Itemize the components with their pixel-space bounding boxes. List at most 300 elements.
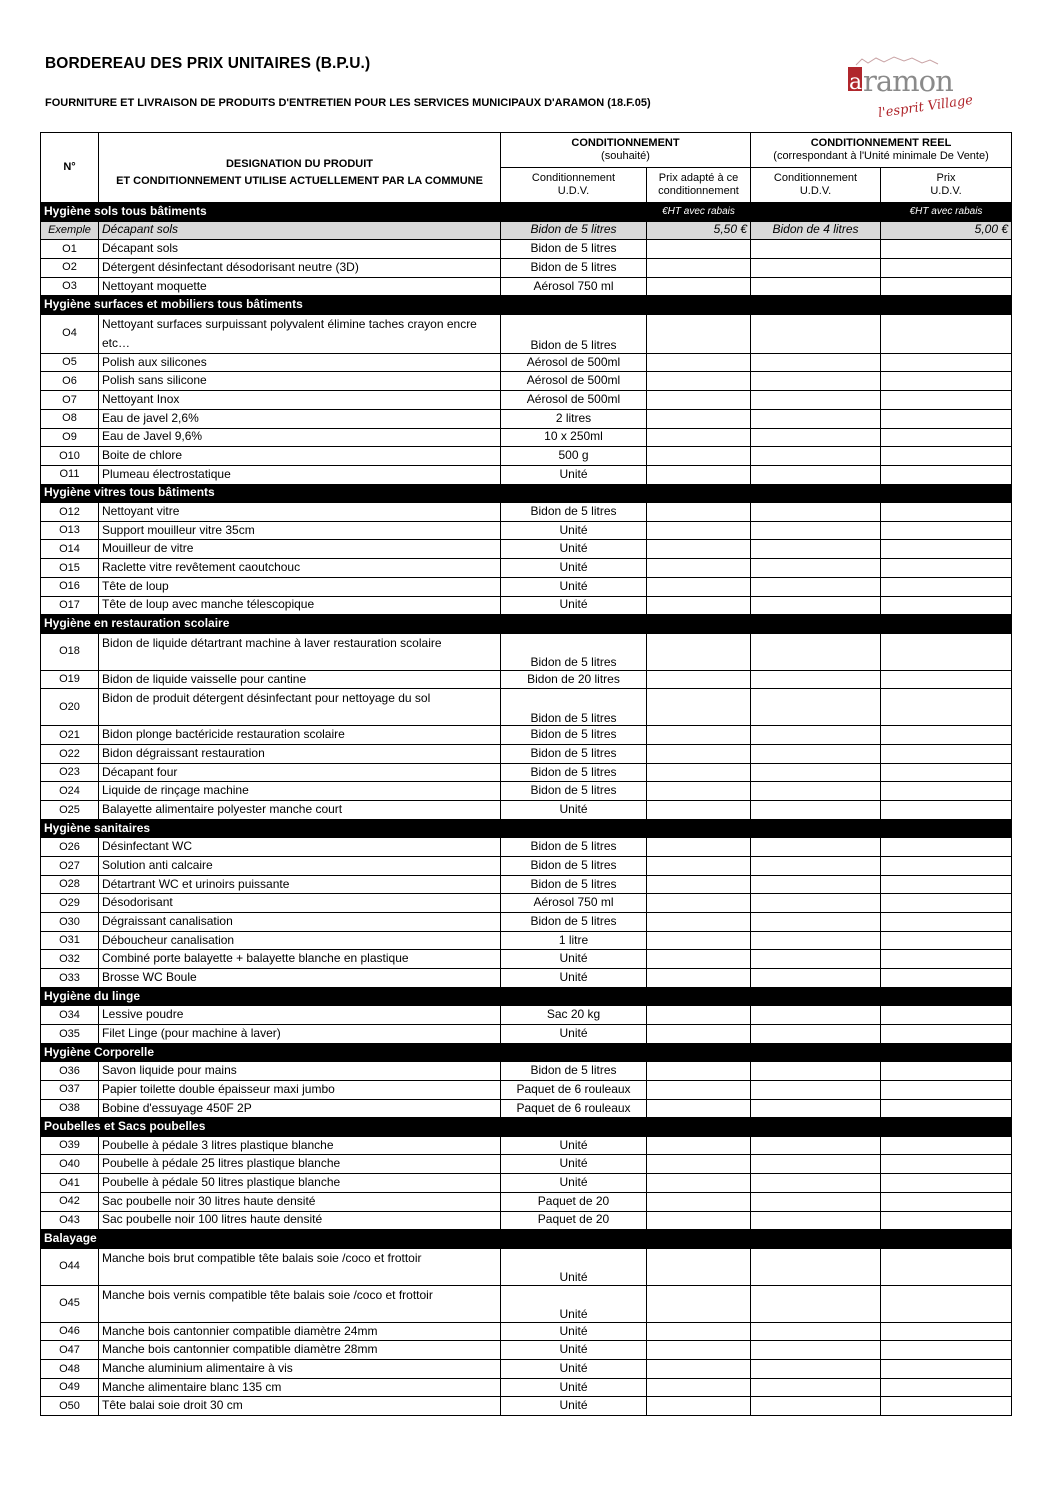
row-number: O32 — [41, 950, 99, 969]
row-price-input[interactable] — [647, 521, 751, 540]
table-row — [41, 801, 1012, 820]
row-price-input[interactable] — [647, 726, 751, 745]
row-real-price-input[interactable] — [881, 1174, 1012, 1193]
row-real-conditionnement-input[interactable] — [751, 1360, 881, 1379]
row-real-conditionnement-input[interactable] — [751, 447, 881, 466]
svg-text:a: a — [849, 70, 863, 95]
row-real-conditionnement-input[interactable] — [751, 1006, 881, 1025]
section-title: Hygiène du linge — [41, 987, 1012, 1006]
row-number: O14 — [41, 540, 99, 559]
row-real-price-input[interactable] — [881, 801, 1012, 820]
row-real-price-input[interactable] — [881, 447, 1012, 466]
row-real-price-input[interactable] — [881, 726, 1012, 745]
table-row — [41, 1099, 1012, 1118]
table-row — [41, 540, 1012, 559]
row-price-input[interactable] — [647, 447, 751, 466]
row-price-input[interactable] — [647, 689, 751, 726]
row-price-input[interactable] — [647, 950, 751, 969]
row-price-input[interactable] — [647, 801, 751, 820]
row-real-price-input[interactable] — [881, 559, 1012, 578]
section-header — [41, 203, 1012, 222]
row-conditionnement: Unité — [501, 1248, 647, 1285]
row-real-conditionnement-input[interactable] — [751, 726, 881, 745]
row-designation: Poubelle à pédale 25 litres plastique blanche — [99, 1155, 501, 1174]
row-number: O42 — [41, 1192, 99, 1211]
row-number: O4 — [41, 314, 99, 353]
row-price-input[interactable] — [647, 838, 751, 857]
row-real-price-input[interactable] — [881, 353, 1012, 372]
table-row — [41, 503, 1012, 522]
row-real-price-input[interactable] — [881, 1397, 1012, 1416]
example-row — [41, 221, 1012, 240]
row-price-input[interactable] — [647, 931, 751, 950]
row-number: O18 — [41, 633, 99, 670]
row-conditionnement: Bidon de 20 litres — [501, 670, 647, 689]
header-real-line1: CONDITIONNEMENT REEL — [810, 137, 952, 150]
row-real-conditionnement-input[interactable] — [751, 689, 881, 726]
row-real-price-input[interactable] — [881, 838, 1012, 857]
row-designation: Manche alimentaire blanc 135 cm — [99, 1378, 501, 1397]
row-conditionnement: Sac 20 kg — [501, 1006, 647, 1025]
row-price-input[interactable] — [647, 1360, 751, 1379]
row-real-price-input[interactable] — [881, 503, 1012, 522]
row-price-input[interactable] — [647, 1155, 751, 1174]
row-number: O33 — [41, 969, 99, 988]
row-price-input[interactable] — [647, 428, 751, 447]
table-row — [41, 353, 1012, 372]
table-row — [41, 838, 1012, 857]
row-real-price-input[interactable] — [881, 391, 1012, 410]
row-real-conditionnement-input[interactable] — [751, 409, 881, 428]
row-real-price-input[interactable] — [881, 875, 1012, 894]
table-row — [41, 577, 1012, 596]
row-real-price-input[interactable] — [881, 931, 1012, 950]
row-designation: Manche bois brut compatible tête balais soie /coco et frottoir — [99, 1248, 501, 1285]
row-real-conditionnement-input[interactable] — [751, 931, 881, 950]
row-real-conditionnement-input[interactable] — [751, 1062, 881, 1081]
header-sub-price-l1: Prix adapté à ce — [658, 172, 739, 185]
row-conditionnement: Aérosol 750 ml — [501, 277, 647, 296]
row-conditionnement: Unité — [501, 1155, 647, 1174]
table-row — [41, 1248, 1012, 1285]
row-number: O24 — [41, 782, 99, 801]
row-real-price-input[interactable] — [881, 428, 1012, 447]
row-number: O27 — [41, 857, 99, 876]
row-price-input[interactable] — [647, 559, 751, 578]
row-designation: Bidon dégraissant restauration — [99, 745, 501, 764]
row-real-conditionnement-input[interactable] — [751, 1080, 881, 1099]
table-row — [41, 931, 1012, 950]
row-number: O9 — [41, 428, 99, 447]
row-conditionnement: Bidon de 5 litres — [501, 913, 647, 932]
row-conditionnement: Aérosol de 500ml — [501, 353, 647, 372]
row-number: O26 — [41, 838, 99, 857]
page-subtitle: FOURNITURE ET LIVRAISON DE PRODUITS D'ENTRETIEN POUR LES SERVICES MUNICIPAUX D'ARAMON (18.F.05) — [45, 97, 651, 109]
row-price-input[interactable] — [647, 875, 751, 894]
row-price-input[interactable] — [647, 577, 751, 596]
row-number: O49 — [41, 1378, 99, 1397]
row-real-conditionnement-input[interactable] — [751, 596, 881, 615]
row-designation: Décapant sols — [99, 240, 501, 259]
row-price-input[interactable] — [647, 465, 751, 484]
row-price-input[interactable] — [647, 633, 751, 670]
row-real-price-input[interactable] — [881, 1211, 1012, 1230]
row-real-conditionnement-input[interactable] — [751, 465, 881, 484]
row-price-input[interactable] — [647, 353, 751, 372]
row-real-price-input[interactable] — [881, 1006, 1012, 1025]
row-price-input[interactable] — [647, 1248, 751, 1285]
row-designation: Support mouilleur vitre 35cm — [99, 521, 501, 540]
row-price-input[interactable] — [647, 372, 751, 391]
row-conditionnement: Unité — [501, 1025, 647, 1044]
row-number: O10 — [41, 447, 99, 466]
header-conditionnement-reel — [751, 133, 1012, 168]
row-price-input[interactable] — [647, 409, 751, 428]
table-row — [41, 447, 1012, 466]
row-real-conditionnement-input[interactable] — [751, 913, 881, 932]
table-row — [41, 726, 1012, 745]
table-row — [41, 633, 1012, 670]
row-conditionnement: Bidon de 5 litres — [501, 503, 647, 522]
row-real-price-input[interactable] — [881, 1136, 1012, 1155]
table-row — [41, 1397, 1012, 1416]
row-real-price-input[interactable] — [881, 409, 1012, 428]
row-designation: Boite de chlore — [99, 447, 501, 466]
row-price-input[interactable] — [647, 782, 751, 801]
row-real-price-input[interactable] — [881, 240, 1012, 259]
row-designation: Nettoyant Inox — [99, 391, 501, 410]
row-real-price-input[interactable] — [881, 372, 1012, 391]
row-designation: Polish aux silicones — [99, 353, 501, 372]
row-real-price-input[interactable] — [881, 1080, 1012, 1099]
row-designation: Tête de loup — [99, 577, 501, 596]
row-real-conditionnement-input[interactable] — [751, 1136, 881, 1155]
row-price-input[interactable] — [647, 1341, 751, 1360]
row-price-input[interactable] — [647, 1099, 751, 1118]
row-price-input[interactable] — [647, 1062, 751, 1081]
section-header — [41, 484, 1012, 503]
row-real-price-input[interactable] — [881, 745, 1012, 764]
row-designation: Bidon plonge bactéricide restauration scolaire — [99, 726, 501, 745]
row-price-input[interactable] — [647, 391, 751, 410]
row-real-price-input[interactable] — [881, 577, 1012, 596]
row-number: O12 — [41, 503, 99, 522]
row-real-conditionnement-input[interactable] — [751, 521, 881, 540]
row-real-conditionnement-input[interactable] — [751, 1248, 881, 1285]
row-price-input[interactable] — [647, 540, 751, 559]
row-real-price-input[interactable] — [881, 633, 1012, 670]
row-real-conditionnement-input[interactable] — [751, 1341, 881, 1360]
row-price-input[interactable] — [647, 1080, 751, 1099]
row-price-input[interactable] — [647, 1322, 751, 1341]
row-real-conditionnement-input[interactable] — [751, 277, 881, 296]
row-number: O43 — [41, 1211, 99, 1230]
row-number: O23 — [41, 763, 99, 782]
row-price-input[interactable] — [647, 969, 751, 988]
row-conditionnement: Bidon de 5 litres — [501, 240, 647, 259]
row-real-conditionnement-input[interactable] — [751, 1211, 881, 1230]
row-number: O7 — [41, 391, 99, 410]
row-real-price-input[interactable] — [881, 1025, 1012, 1044]
row-price-input[interactable] — [647, 670, 751, 689]
row-real-conditionnement-input[interactable] — [751, 801, 881, 820]
row-designation: Liquide de rinçage machine — [99, 782, 501, 801]
row-real-price-input[interactable] — [881, 1099, 1012, 1118]
table-row — [41, 1136, 1012, 1155]
row-designation: Combiné porte balayette + balayette blanche en plastique — [99, 950, 501, 969]
row-real-price-input[interactable] — [881, 894, 1012, 913]
row-conditionnement: Aérosol 750 ml — [501, 894, 647, 913]
row-number: O17 — [41, 596, 99, 615]
row-number: O11 — [41, 465, 99, 484]
row-designation: Polish sans silicone — [99, 372, 501, 391]
header-cond-line1: CONDITIONNEMENT — [571, 137, 680, 150]
header-real-line2: (correspondant à l'Unité minimale De Vente) — [773, 150, 989, 162]
row-designation: Bidon de produit détergent désinfectant pour nettoyage du sol — [99, 689, 501, 726]
section-header — [41, 1118, 1012, 1137]
row-conditionnement: Aérosol de 500ml — [501, 372, 647, 391]
row-real-conditionnement-input[interactable] — [751, 559, 881, 578]
row-price-input[interactable] — [647, 763, 751, 782]
row-designation: Sac poubelle noir 30 litres haute densité — [99, 1192, 501, 1211]
row-conditionnement: Unité — [501, 1285, 647, 1322]
row-real-price-input[interactable] — [881, 913, 1012, 932]
row-real-price-input[interactable] — [881, 1378, 1012, 1397]
row-real-conditionnement-input[interactable] — [751, 1285, 881, 1322]
row-number: O35 — [41, 1025, 99, 1044]
row-number: O16 — [41, 577, 99, 596]
row-number: O15 — [41, 559, 99, 578]
row-price-input[interactable] — [647, 240, 751, 259]
row-real-conditionnement-input[interactable] — [751, 391, 881, 410]
row-real-conditionnement-input[interactable] — [751, 1322, 881, 1341]
row-conditionnement: 500 g — [501, 447, 647, 466]
row-conditionnement: Unité — [501, 577, 647, 596]
row-number: O38 — [41, 1099, 99, 1118]
row-real-conditionnement-input[interactable] — [751, 1174, 881, 1193]
row-number: O2 — [41, 258, 99, 277]
row-number: O8 — [41, 409, 99, 428]
table-row — [41, 240, 1012, 259]
row-real-conditionnement-input[interactable] — [751, 1192, 881, 1211]
row-number: O45 — [41, 1285, 99, 1322]
row-real-conditionnement-input[interactable] — [751, 670, 881, 689]
header-sub-cond-l1: Conditionnement — [531, 172, 616, 185]
table-row — [41, 1006, 1012, 1025]
row-real-conditionnement-input[interactable] — [751, 428, 881, 447]
row-designation: Papier toilette double épaisseur maxi jumbo — [99, 1080, 501, 1099]
row-real-conditionnement-input[interactable] — [751, 782, 881, 801]
row-price-input[interactable] — [647, 258, 751, 277]
row-real-conditionnement-input[interactable] — [751, 763, 881, 782]
row-real-conditionnement-input[interactable] — [751, 875, 881, 894]
row-designation: Sac poubelle noir 100 litres haute densité — [99, 1211, 501, 1230]
row-real-conditionnement-input[interactable] — [751, 353, 881, 372]
row-price-input[interactable] — [647, 1285, 751, 1322]
row-price-input[interactable] — [647, 503, 751, 522]
row-designation: Nettoyant vitre — [99, 503, 501, 522]
header-designation-line1: DESIGNATION DU PRODUIT — [225, 157, 374, 170]
row-real-price-input[interactable] — [881, 969, 1012, 988]
header-sub-cond-l2: U.D.V. — [557, 185, 590, 197]
row-designation: Désinfectant WC — [99, 838, 501, 857]
row-designation: Eau de Javel 9,6% — [99, 428, 501, 447]
row-real-price-input[interactable] — [881, 1248, 1012, 1285]
row-price-input[interactable] — [647, 745, 751, 764]
row-number: O5 — [41, 353, 99, 372]
row-conditionnement: Unité — [501, 1136, 647, 1155]
header-cond-line2: (souhaité) — [601, 150, 650, 162]
table-row — [41, 559, 1012, 578]
row-real-conditionnement-input[interactable] — [751, 745, 881, 764]
row-designation: Poubelle à pédale 50 litres plastique blanche — [99, 1174, 501, 1193]
row-designation: Manche bois cantonnier compatible diamètre 28mm — [99, 1341, 501, 1360]
row-number: O1 — [41, 240, 99, 259]
row-conditionnement: 2 litres — [501, 409, 647, 428]
row-real-conditionnement-input[interactable] — [751, 857, 881, 876]
table-row — [41, 1025, 1012, 1044]
row-real-conditionnement-input[interactable] — [751, 1378, 881, 1397]
row-price-input[interactable] — [647, 314, 751, 353]
row-real-conditionnement-input[interactable] — [751, 540, 881, 559]
row-price-input[interactable] — [647, 894, 751, 913]
row-price-input[interactable] — [647, 1136, 751, 1155]
row-price-input[interactable] — [647, 1192, 751, 1211]
row-price-input[interactable] — [647, 1211, 751, 1230]
table-row — [41, 969, 1012, 988]
example-real-price: 5,00 € — [881, 221, 1012, 240]
row-real-price-input[interactable] — [881, 1360, 1012, 1379]
row-designation: Nettoyant surfaces surpuissant polyvalent élimine taches crayon encre etc… — [99, 314, 501, 353]
row-designation: Plumeau électrostatique — [99, 465, 501, 484]
example-real-conditionnement: Bidon de 4 litres — [751, 221, 881, 240]
row-number: O22 — [41, 745, 99, 764]
row-real-price-input[interactable] — [881, 763, 1012, 782]
row-real-price-input[interactable] — [881, 521, 1012, 540]
row-conditionnement: Bidon de 5 litres — [501, 857, 647, 876]
row-number: O20 — [41, 689, 99, 726]
row-real-price-input[interactable] — [881, 1341, 1012, 1360]
row-real-conditionnement-input[interactable] — [751, 969, 881, 988]
row-real-price-input[interactable] — [881, 1192, 1012, 1211]
row-real-conditionnement-input[interactable] — [751, 503, 881, 522]
section-title: Hygiène sols tous bâtiments — [41, 203, 647, 222]
table-row — [41, 428, 1012, 447]
row-real-price-input[interactable] — [881, 782, 1012, 801]
row-designation: Décapant four — [99, 763, 501, 782]
table-row — [41, 913, 1012, 932]
row-real-price-input[interactable] — [881, 277, 1012, 296]
row-price-input[interactable] — [647, 1397, 751, 1416]
row-real-price-input[interactable] — [881, 540, 1012, 559]
row-conditionnement: Unité — [501, 801, 647, 820]
row-real-price-input[interactable] — [881, 1155, 1012, 1174]
row-price-input[interactable] — [647, 913, 751, 932]
section-header — [41, 615, 1012, 634]
row-real-conditionnement-input[interactable] — [751, 1099, 881, 1118]
row-conditionnement: Unité — [501, 1174, 647, 1193]
row-price-input[interactable] — [647, 1025, 751, 1044]
row-designation: Bidon de liquide vaisselle pour cantine — [99, 670, 501, 689]
row-real-price-input[interactable] — [881, 465, 1012, 484]
row-real-conditionnement-input[interactable] — [751, 1025, 881, 1044]
aramon-logo-graphic — [838, 55, 980, 127]
row-designation: Dégraissant canalisation — [99, 913, 501, 932]
section-header — [41, 1230, 1012, 1249]
row-real-price-input[interactable] — [881, 596, 1012, 615]
row-conditionnement: Paquet de 6 rouleaux — [501, 1099, 647, 1118]
row-real-price-input[interactable] — [881, 1062, 1012, 1081]
table-row — [41, 763, 1012, 782]
row-real-conditionnement-input[interactable] — [751, 314, 881, 353]
row-real-conditionnement-input[interactable] — [751, 258, 881, 277]
row-price-input[interactable] — [647, 277, 751, 296]
row-conditionnement: Paquet de 6 rouleaux — [501, 1080, 647, 1099]
row-real-price-input[interactable] — [881, 1322, 1012, 1341]
section-title: Balayage — [41, 1230, 1012, 1249]
row-real-price-input[interactable] — [881, 670, 1012, 689]
row-real-conditionnement-input[interactable] — [751, 1397, 881, 1416]
row-conditionnement: Unité — [501, 540, 647, 559]
table-row — [41, 314, 1012, 353]
row-real-price-input[interactable] — [881, 689, 1012, 726]
row-number: O34 — [41, 1006, 99, 1025]
example-conditionnement: Bidon de 5 litres — [501, 221, 647, 240]
row-real-price-input[interactable] — [881, 1285, 1012, 1322]
row-price-input[interactable] — [647, 596, 751, 615]
table-row — [41, 465, 1012, 484]
row-real-price-input[interactable] — [881, 314, 1012, 353]
row-conditionnement: 10 x 250ml — [501, 428, 647, 447]
row-conditionnement: Unité — [501, 1397, 647, 1416]
row-real-conditionnement-input[interactable] — [751, 372, 881, 391]
row-price-input[interactable] — [647, 1378, 751, 1397]
table-row — [41, 1192, 1012, 1211]
row-real-conditionnement-input[interactable] — [751, 950, 881, 969]
example-price: 5,50 € — [647, 221, 751, 240]
section-title: Poubelles et Sacs poubelles — [41, 1118, 1012, 1137]
page-title: BORDEREAU DES PRIX UNITAIRES (B.P.U.) — [45, 55, 371, 72]
table-row — [41, 1155, 1012, 1174]
row-conditionnement: Unité — [501, 1341, 647, 1360]
svg-text:ramon: ramon — [863, 64, 953, 98]
row-conditionnement: Aérosol de 500ml — [501, 391, 647, 410]
row-price-input[interactable] — [647, 857, 751, 876]
row-real-price-input[interactable] — [881, 857, 1012, 876]
row-price-input[interactable] — [647, 1006, 751, 1025]
row-real-conditionnement-input[interactable] — [751, 240, 881, 259]
row-designation: Balayette alimentaire polyester manche court — [99, 801, 501, 820]
row-designation: Savon liquide pour mains — [99, 1062, 501, 1081]
table-row — [41, 1360, 1012, 1379]
header-sub-rprice — [881, 168, 1012, 203]
row-real-price-input[interactable] — [881, 258, 1012, 277]
row-conditionnement: Paquet de 20 — [501, 1192, 647, 1211]
row-real-conditionnement-input[interactable] — [751, 894, 881, 913]
row-price-input[interactable] — [647, 1174, 751, 1193]
row-number: O21 — [41, 726, 99, 745]
row-real-price-input[interactable] — [881, 950, 1012, 969]
row-real-conditionnement-input[interactable] — [751, 633, 881, 670]
header-sub-price-l2: conditionnement — [658, 185, 739, 197]
row-real-conditionnement-input[interactable] — [751, 577, 881, 596]
table-row — [41, 1062, 1012, 1081]
table-row — [41, 875, 1012, 894]
row-real-conditionnement-input[interactable] — [751, 1155, 881, 1174]
header-sub-rprice-l2: U.D.V. — [930, 185, 962, 197]
row-real-conditionnement-input[interactable] — [751, 838, 881, 857]
row-conditionnement: Bidon de 5 litres — [501, 1062, 647, 1081]
